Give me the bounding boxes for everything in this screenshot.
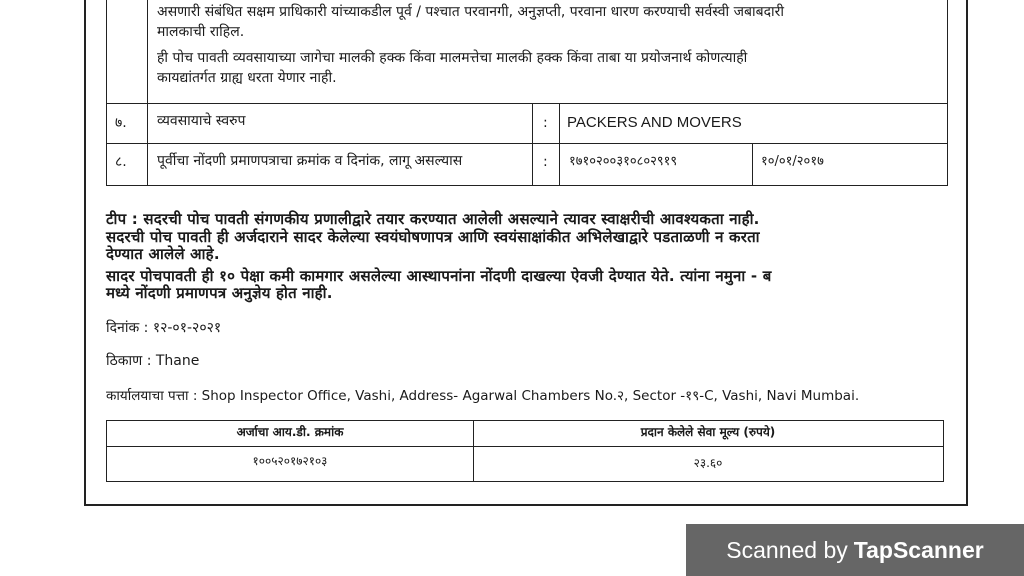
row-separator: : [543,154,548,170]
top-text-line: मालकाची राहिल. [157,24,245,40]
application-id: १००५२०१७२१०३ [252,454,328,468]
note-line: टीप : सदरची पोच पावती संगणकीय प्रणालीद्वारे तयार करण्यात आलेली असल्याने त्यावर स्वाक्षरीची आवश्यकता नाही. [106,210,760,228]
top-text-line: कायद्यांतर्गत ग्राह्य धरता येणार नाही. [157,70,337,86]
top-text-box [106,0,948,104]
note-line: मध्ये नोंदणी प्रमाणपत्र अनुज्ञेय होत नाही. [106,284,333,302]
issue-place: ठिकाण : Thane [106,353,200,369]
details-table [106,104,948,186]
top-text-line: ही पोच पावती व्यवसायाच्या जागेचा मालकी हक्क किंवा मालमत्तेचा मालकी हक्क किंवा ताबा या प्रयोजनार्थ कोणत्याही [157,50,748,66]
watermark-brand: TapScanner [853,536,984,563]
note-line: सदरची पोच पावती ही अर्जदाराने सादर केलेल्या स्वयंघोषणापत्र आणि स्वयंसाक्षांकीत अभिलेखाद्वारे पडताळणी न करता [106,228,760,246]
service-fee: २३.६० [693,456,723,470]
row-value-date: १०/०१/२०१७ [761,154,824,169]
issue-date: दिनांक : १२-०१-२०२१ [106,320,222,336]
note-line: देण्यात आलेले आहे. [106,245,220,263]
fee-table [106,420,944,482]
fee-table-header: अर्जाचा आय.डी. क्रमांक [236,425,344,439]
row-value: १७१०२००३१०८०२९१९ [569,154,678,169]
office-address: कार्यालयाचा पत्ता : Shop Inspector Office, Vashi, Address- Agarwal Chambers No.२, Sector -१९-C, Vashi, Navi Mumbai. [106,388,860,404]
scanner-watermark [686,524,1024,576]
fee-table-header: प्रदान केलेले सेवा मूल्य (रुपये) [640,425,776,439]
note-line: सादर पोचपावती ही १० पेक्षा कमी कामगार असलेल्या आस्थापनांना नोंदणी दाखल्या ऐवजी देण्यात येते. त्यांना नमुना - ब [106,267,772,285]
row-separator: : [543,115,548,131]
row-number: ७. [115,115,127,131]
watermark-prefix: Scanned by [726,536,848,563]
row-value: PACKERS AND MOVERS [567,114,742,131]
top-text-line: असणारी संबंधित सक्षम प्राधिकारी यांच्याकडील पूर्व / पश्चात परवानगी, अनुज्ञप्ती, परवाना धारण करण्याची सर्वस्वी जबाबदारी [157,4,785,20]
row-number: ८. [115,154,127,170]
row-label: व्यवसायाचे स्वरुप [157,113,246,129]
row-label: पूर्वीचा नोंदणी प्रमाणपत्राचा क्रमांक व दिनांक, लागू असल्यास [157,153,463,169]
